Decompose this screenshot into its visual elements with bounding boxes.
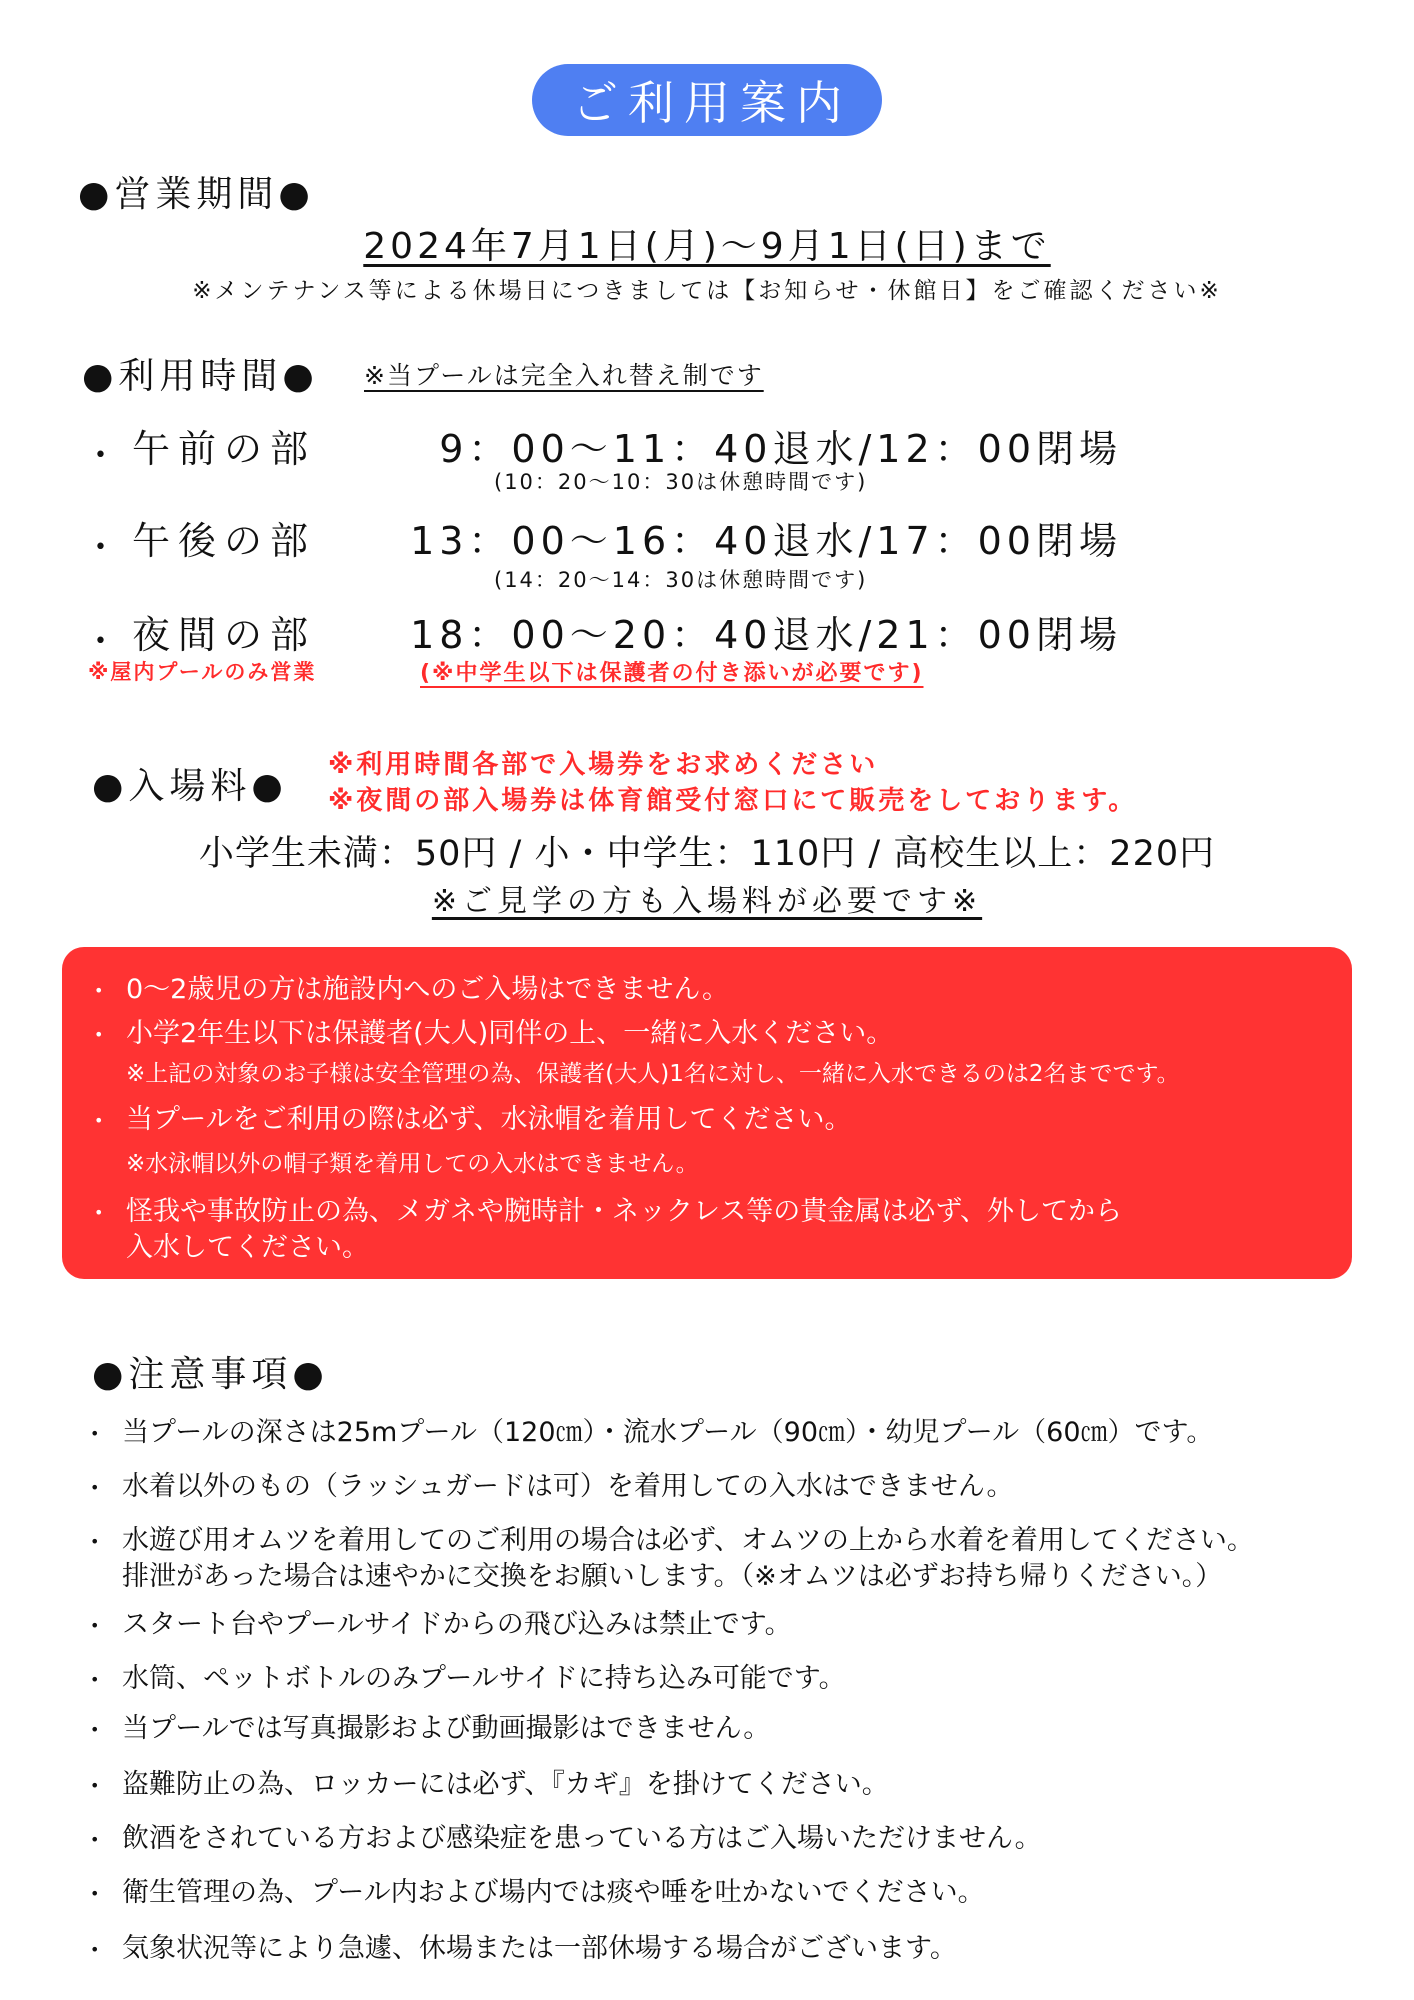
guardian-note: (※中学生以下は保護者の付き添いが必要です)	[420, 661, 924, 686]
bullet-icon: •	[94, 981, 104, 1000]
note-item: • 飲酒をされている方および感染症を患っている方はご入場いただけません。	[90, 1823, 1042, 1854]
session-name: 午後の部	[132, 519, 317, 563]
session-break: (14：20～14：30は休憩時間です)	[494, 568, 868, 592]
hours-heading: ●利用時間●	[82, 356, 319, 397]
bullet-icon: •	[90, 1776, 100, 1795]
bullet-icon: •	[94, 1111, 104, 1130]
note-item: • 当プールでは写真撮影および動画撮影はできません。	[90, 1713, 771, 1744]
bullet-icon: •	[90, 1720, 100, 1739]
note-item: • 水遊び用オムツを着用してのご利用の場合は必ず、オムツの上から水着を着用してください。	[90, 1525, 1254, 1556]
note-item: • 水筒、ペットボトルのみプールサイドに持ち込み可能です。	[90, 1663, 846, 1694]
bullet-icon: •	[94, 535, 107, 560]
bullet-icon: •	[90, 1532, 100, 1551]
session-name: 午前の部	[132, 427, 317, 471]
session-time: 18：00～20：40退水/21：00閉場	[410, 613, 1122, 657]
session-break: (10：20～10：30は休憩時間です)	[494, 470, 868, 494]
admission-note-1: ※利用時間各部で入場券をお求めください	[328, 750, 879, 780]
bullet-icon: •	[94, 443, 107, 468]
admission-prices: 小学生未満：50円 / 小・中学生：110円 / 高校生以上：220円	[198, 834, 1216, 874]
bullet-icon: •	[90, 1478, 100, 1497]
note-item-continuation: 排泄があった場合は速やかに交換をお願いします。（※オムツは必ずお持ち帰りください。）	[122, 1561, 1223, 1592]
note-item: • 盗難防止の為、ロッカーには必ず、『カギ』を掛けてください。	[90, 1769, 889, 1800]
bullet-icon: •	[90, 1830, 100, 1849]
indoor-only-note: ※屋内プールのみ営業	[88, 660, 317, 684]
bullet-icon: •	[90, 1940, 100, 1959]
note-item: • 当プールの深さは25mプール（120㎝）・流水プール（90㎝）・幼児プール（60㎝）です。	[90, 1417, 1214, 1448]
warning-item: • 小学2年生以下は保護者(大人)同伴の上、一緒に入水ください。	[94, 1018, 894, 1049]
business-period-note: ※メンテナンス等による休場日につきましては【お知らせ・休館日】をご確認ください※	[192, 278, 1222, 304]
warning-item-continuation: 入水してください。	[126, 1232, 369, 1263]
warning-item: • 当プールをご利用の際は必ず、水泳帽を着用してください。	[94, 1104, 852, 1135]
note-item: • 気象状況等により急遽、休場または一部休場する場合がございます。	[90, 1933, 957, 1964]
note-item: • 水着以外のもの（ラッシュガードは可）を着用しての入水はできません。	[90, 1471, 1014, 1502]
bullet-icon: •	[90, 1884, 100, 1903]
bullet-icon: •	[90, 1424, 100, 1443]
notes-heading: ●注意事項●	[92, 1354, 329, 1395]
bullet-icon: •	[90, 1670, 100, 1689]
warning-item: • 怪我や事故防止の為、メガネや腕時計・ネックレス等の貴金属は必ず、外してから	[94, 1196, 1123, 1227]
note-item: • 衛生管理の為、プール内および場内では痰や唾を吐かないでください。	[90, 1877, 985, 1908]
bullet-icon: •	[94, 1203, 104, 1222]
hours-note: ※当プールは完全入れ替え制です	[364, 361, 764, 390]
session-time: 9：00～11：40退水/12：00閉場	[439, 427, 1122, 471]
business-period-dates: 2024年7月1日(月)～9月1日(日)まで	[363, 226, 1051, 267]
warning-subnote: ※水泳帽以外の帽子類を着用しての入水はできません。	[126, 1151, 699, 1177]
business-period-heading: ●営業期間●	[78, 174, 315, 215]
session-name: 夜間の部	[132, 613, 317, 657]
bullet-icon: •	[94, 1025, 104, 1044]
session-time: 13：00～16：40退水/17：00閉場	[410, 519, 1122, 563]
admission-heading: ●入場料●	[92, 766, 288, 807]
warning-item: • 0～2歳児の方は施設内へのご入場はできません。	[94, 974, 729, 1005]
bullet-icon: •	[90, 1616, 100, 1635]
warning-subnote: ※上記の対象のお子様は安全管理の為、保護者(大人)1名に対し、一緒に入水できるのは2名までです。	[126, 1061, 1180, 1087]
note-item: • スタート台やプールサイドからの飛び込みは禁止です。	[90, 1609, 792, 1640]
bullet-icon: •	[94, 629, 107, 654]
admission-note-2: ※夜間の部入場券は体育館受付窓口にて販売をしております。	[328, 786, 1138, 816]
page-title: ご利用案内	[532, 64, 882, 136]
observer-note: ※ご見学の方も入場料が必要です※	[431, 884, 983, 919]
